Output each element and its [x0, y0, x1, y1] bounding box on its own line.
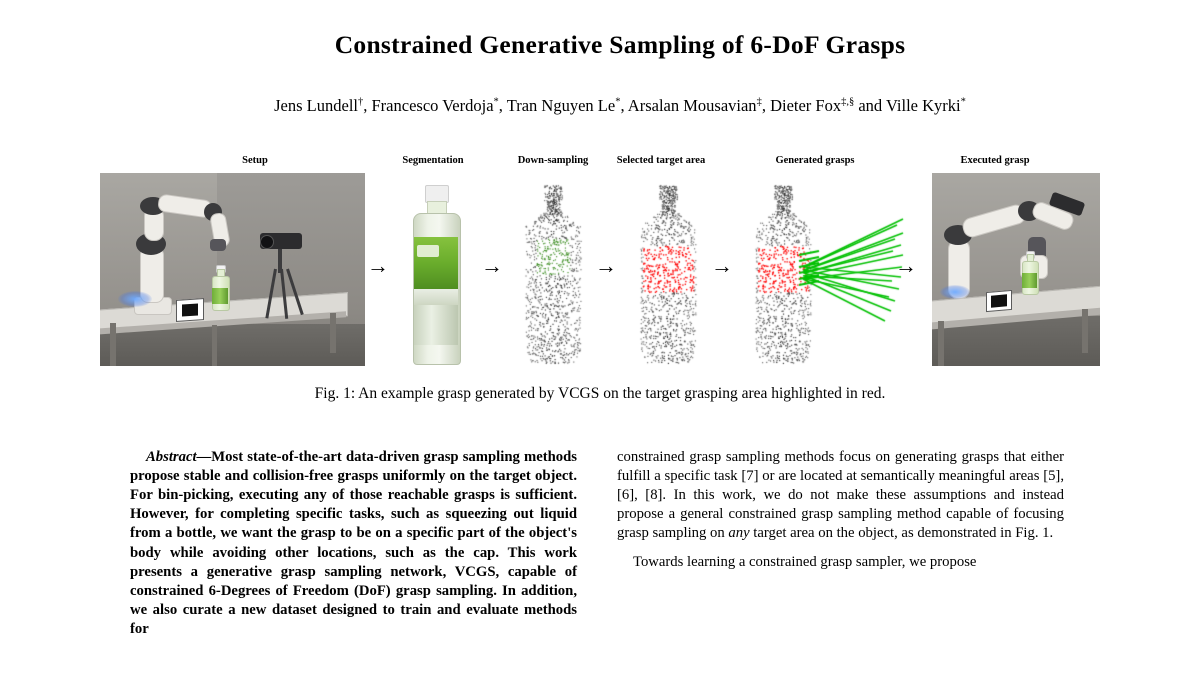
- author-name: Ville Kyrki: [886, 96, 961, 115]
- abstract-text: Most state-of-the-art data-driven grasp sampling methods propose stable and collision-free grasps uniformly on the target object. For bin-picking, executing any of those reachable grasps is sufficient. However, for completing specific tasks, such as squeezing out liquid from a bottle, we want the grasp to be on a specific part of the object's body while avoiding other locations, such as the cap. This work presents a generative grasp sampling network, VCGS, capable of constrained 6-Degrees of Freedom (DoF) grasp sampling. In addition, we also curate a new dataset designed to train and evaluate methods for: [130, 449, 577, 637]
- setup-scene-image: [100, 173, 365, 366]
- author-name: Arsalan Mousavian: [627, 96, 757, 115]
- panel-label-segmentation: Segmentation: [402, 155, 464, 166]
- abstract-lead: Abstract—: [146, 449, 212, 465]
- segmentation-image: [401, 185, 471, 363]
- author-affiliation-marker: ‡,§: [841, 96, 855, 108]
- panel-label-executed-grasp: Executed grasp: [960, 155, 1030, 166]
- target-area-pointcloud: [630, 181, 706, 367]
- arrow-1: →: [367, 253, 389, 278]
- figure-caption: Fig. 1: An example grasp generated by VCGS on the target grasping area highlighted in red.: [314, 385, 886, 402]
- author-affiliation-marker: *: [615, 96, 621, 108]
- right-column: [617, 448, 1064, 581]
- intro-p1-italic: any: [728, 525, 750, 542]
- panel-label-setup: Setup: [242, 155, 268, 166]
- generated-grasps-pointcloud: [745, 181, 905, 367]
- downsampling-pointcloud: [515, 181, 591, 367]
- author-list: Jens Lundell†, Francesco Verdoja*, Tran Nguyen Le*, Arsalan Mousavian‡, Dieter Fox‡,§ and Ville Kyrki*: [274, 96, 966, 115]
- arrow-5: →: [895, 253, 917, 278]
- arrow-4: →: [711, 253, 733, 278]
- arrow-3: →: [595, 253, 617, 278]
- author-name: Dieter Fox: [770, 96, 842, 115]
- panel-label-generated-grasps: Generated grasps: [775, 155, 855, 166]
- intro-paragraph-1: [617, 448, 1064, 544]
- panel-label-target-area: Selected target area: [616, 155, 706, 166]
- panel-label-downsampling: Down-sampling: [517, 155, 589, 166]
- author-name: Francesco Verdoja: [371, 96, 494, 115]
- executed-grasp-image: [932, 173, 1100, 366]
- author-affiliation-marker: ‡: [756, 96, 762, 108]
- page-title: Constrained Generative Sampling of 6-DoF Grasps: [334, 30, 906, 59]
- intro-paragraph-2: Towards learning a constrained grasp sampler, we propose: [633, 553, 977, 570]
- author-affiliation-marker: *: [493, 96, 499, 108]
- figure-1: [95, 155, 1105, 370]
- author-name: Jens Lundell: [274, 96, 358, 115]
- intro-p1-part2: target area on the object, as demonstrated in Fig. 1.: [749, 525, 1054, 542]
- author-affiliation-marker: †: [358, 96, 364, 108]
- abstract-paragraph: [130, 448, 577, 639]
- author-name: Tran Nguyen Le: [506, 96, 616, 115]
- author-affiliation-marker: *: [960, 96, 966, 108]
- left-column: [130, 448, 577, 648]
- arrow-2: →: [481, 253, 503, 278]
- intro-p1-part1: constrained grasp sampling methods focus on generating grasps that either fulfill a specific task [7] or are located at semantically meaningful areas [5], [6], [8]. In this work, we do not make these assumptions and instead propose a general constrained grasp sampling method capable of focusing grasp sampling on: [617, 449, 1064, 542]
